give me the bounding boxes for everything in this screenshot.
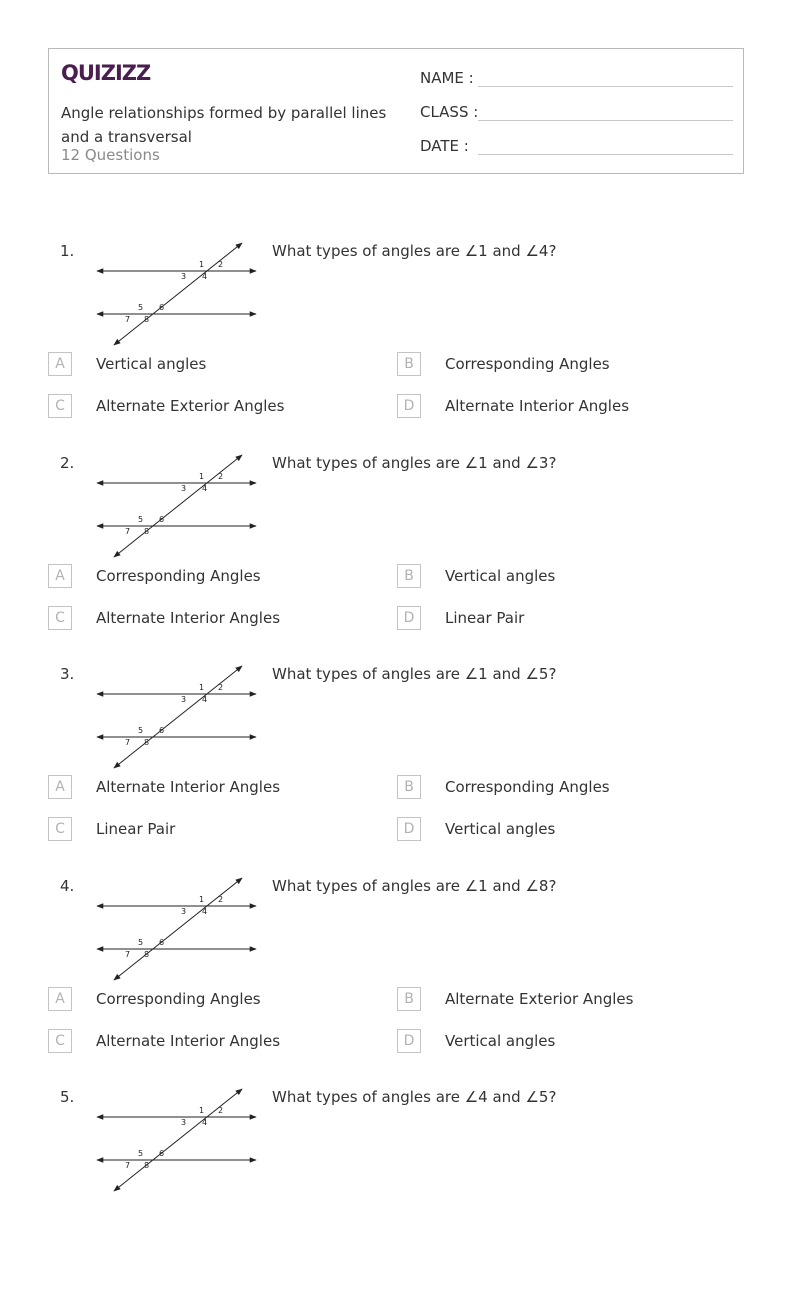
question-block: [0, 867, 794, 1079]
date-field[interactable]: [420, 134, 733, 158]
question-number: 2.: [60, 453, 75, 472]
option-text: Alternate Interior Angles: [96, 778, 281, 796]
question-block: [0, 655, 794, 867]
angle-label: 4: [202, 1118, 208, 1127]
angle-label: 8: [144, 738, 150, 747]
angle-label: 7: [125, 949, 131, 959]
angle-label: 6: [159, 726, 165, 735]
question-count: 12 Questions: [61, 146, 160, 164]
question-text: What types of angles are ∠4 and ∠5?: [272, 1088, 557, 1106]
option-text: Alternate Interior Angles: [96, 608, 281, 627]
angle-label: 8: [144, 949, 150, 959]
angle-label: 5: [138, 514, 144, 524]
class-label: CLASS :: [420, 103, 479, 121]
transversal-line: [114, 666, 242, 768]
svg-text:QUIZIZZ: QUIZIZZ: [61, 61, 151, 85]
angle-label: 1: [199, 683, 205, 692]
option-text: Alternate Exterior Angles: [445, 989, 634, 1008]
angle-label: 1: [199, 260, 205, 269]
option-letter-box[interactable]: C: [48, 606, 72, 630]
angle-label: 7: [125, 738, 131, 747]
option-text: Corresponding Angles: [445, 778, 610, 796]
transversal-line: [114, 243, 242, 345]
transversal-line: [114, 1089, 242, 1191]
answer-option[interactable]: [397, 775, 717, 799]
angle-label: 3: [181, 695, 187, 704]
question-number: 5.: [60, 1088, 75, 1106]
quizizz-logo: [61, 59, 151, 87]
question-number: 3.: [60, 665, 75, 683]
option-text: Vertical angles: [445, 820, 556, 838]
angle-label: 5: [138, 1149, 144, 1158]
option-text: Corresponding Angles: [445, 355, 610, 373]
question-number: 1.: [60, 242, 75, 260]
option-letter-box[interactable]: C: [48, 394, 72, 418]
option-text: Alternate Exterior Angles: [96, 397, 285, 415]
angle-label: 2: [218, 260, 224, 269]
answer-option[interactable]: [397, 564, 717, 588]
answer-option[interactable]: [48, 394, 368, 418]
question-text: What types of angles are ∠1 and ∠4?: [272, 242, 557, 260]
option-text: Corresponding Angles: [96, 566, 261, 585]
option-letter-box[interactable]: A: [48, 775, 72, 799]
option-text: Vertical angles: [445, 566, 556, 585]
name-line[interactable]: [478, 86, 733, 87]
angle-label: 8: [144, 526, 150, 536]
question-block: [0, 232, 794, 444]
answer-option[interactable]: [48, 817, 368, 841]
option-letter-box[interactable]: A: [48, 987, 72, 1011]
worksheet-header: [48, 48, 744, 174]
option-letter-box[interactable]: D: [397, 606, 421, 630]
angle-label: 7: [125, 1161, 131, 1170]
option-text: Linear Pair: [96, 820, 176, 838]
worksheet-title: Angle relationships formed by parallel lines and a transversal: [61, 104, 387, 146]
option-letter-box[interactable]: D: [397, 1029, 421, 1053]
angle-label: 8: [144, 1161, 150, 1170]
angle-figure: [94, 1084, 264, 1199]
class-field[interactable]: [420, 100, 733, 124]
option-letter-box[interactable]: B: [397, 352, 421, 376]
angle-label: 6: [159, 937, 165, 947]
answer-option[interactable]: [48, 606, 368, 630]
option-text: Vertical angles: [96, 355, 207, 373]
angle-label: 3: [181, 483, 187, 493]
angle-label: 2: [218, 1106, 224, 1115]
answer-option[interactable]: [397, 987, 717, 1011]
question-block: [0, 1078, 794, 1290]
angle-label: 3: [181, 1118, 187, 1127]
angle-label: 4: [202, 483, 208, 493]
name-label: NAME :: [420, 69, 474, 87]
angle-label: 1: [199, 471, 205, 481]
answer-option[interactable]: [48, 1029, 368, 1053]
option-letter-box[interactable]: D: [397, 394, 421, 418]
angle-label: 7: [125, 526, 131, 536]
question-block: [0, 444, 794, 656]
angle-label: 6: [159, 514, 165, 524]
angle-label: 2: [218, 471, 224, 481]
angle-figure: [94, 450, 264, 565]
class-line[interactable]: [478, 120, 733, 121]
answer-option[interactable]: [397, 394, 717, 418]
question-text: What types of angles are ∠1 and ∠3?: [272, 453, 557, 472]
option-letter-box[interactable]: C: [48, 817, 72, 841]
option-text: Alternate Interior Angles: [445, 397, 630, 415]
angle-label: 7: [125, 315, 131, 324]
transversal-line: [114, 878, 242, 980]
angle-label: 4: [202, 695, 208, 704]
option-text: Corresponding Angles: [96, 989, 261, 1008]
option-letter-box[interactable]: C: [48, 1029, 72, 1053]
option-letter-box[interactable]: D: [397, 817, 421, 841]
transversal-line: [114, 455, 242, 557]
answer-option[interactable]: [48, 987, 368, 1011]
angle-label: 5: [138, 303, 144, 312]
angle-label: 5: [138, 726, 144, 735]
angle-label: 5: [138, 937, 144, 947]
answer-option[interactable]: [48, 775, 368, 799]
option-text: Alternate Interior Angles: [96, 1031, 281, 1050]
date-line[interactable]: [478, 154, 733, 155]
option-text: Linear Pair: [445, 608, 525, 627]
answer-option[interactable]: [397, 817, 717, 841]
answer-option[interactable]: [397, 606, 717, 630]
angle-label: 1: [199, 894, 205, 904]
angle-label: 3: [181, 906, 187, 916]
angle-label: 6: [159, 303, 165, 312]
question-text: What types of angles are ∠1 and ∠8?: [272, 876, 557, 895]
angle-label: 8: [144, 315, 150, 324]
angle-label: 2: [218, 894, 224, 904]
answer-option[interactable]: [397, 1029, 717, 1053]
angle-figure: [94, 661, 264, 776]
angle-label: 1: [199, 1106, 205, 1115]
angle-figure: [94, 873, 264, 988]
answer-option[interactable]: [48, 352, 368, 376]
date-label: DATE :: [420, 137, 469, 155]
angle-label: 3: [181, 272, 187, 281]
angle-label: 4: [202, 272, 208, 281]
angle-label: 4: [202, 906, 208, 916]
angle-figure: [94, 238, 264, 353]
option-letter-box[interactable]: A: [48, 352, 72, 376]
question-number: 4.: [60, 876, 75, 895]
option-letter-box[interactable]: B: [397, 987, 421, 1011]
option-text: Vertical angles: [445, 1031, 556, 1050]
question-text: What types of angles are ∠1 and ∠5?: [272, 665, 557, 683]
answer-option[interactable]: [48, 564, 368, 588]
answer-option[interactable]: [397, 352, 717, 376]
angle-label: 6: [159, 1149, 165, 1158]
option-letter-box[interactable]: A: [48, 564, 72, 588]
option-letter-box[interactable]: B: [397, 775, 421, 799]
angle-label: 2: [218, 683, 224, 692]
option-letter-box[interactable]: B: [397, 564, 421, 588]
name-field[interactable]: [420, 66, 733, 90]
